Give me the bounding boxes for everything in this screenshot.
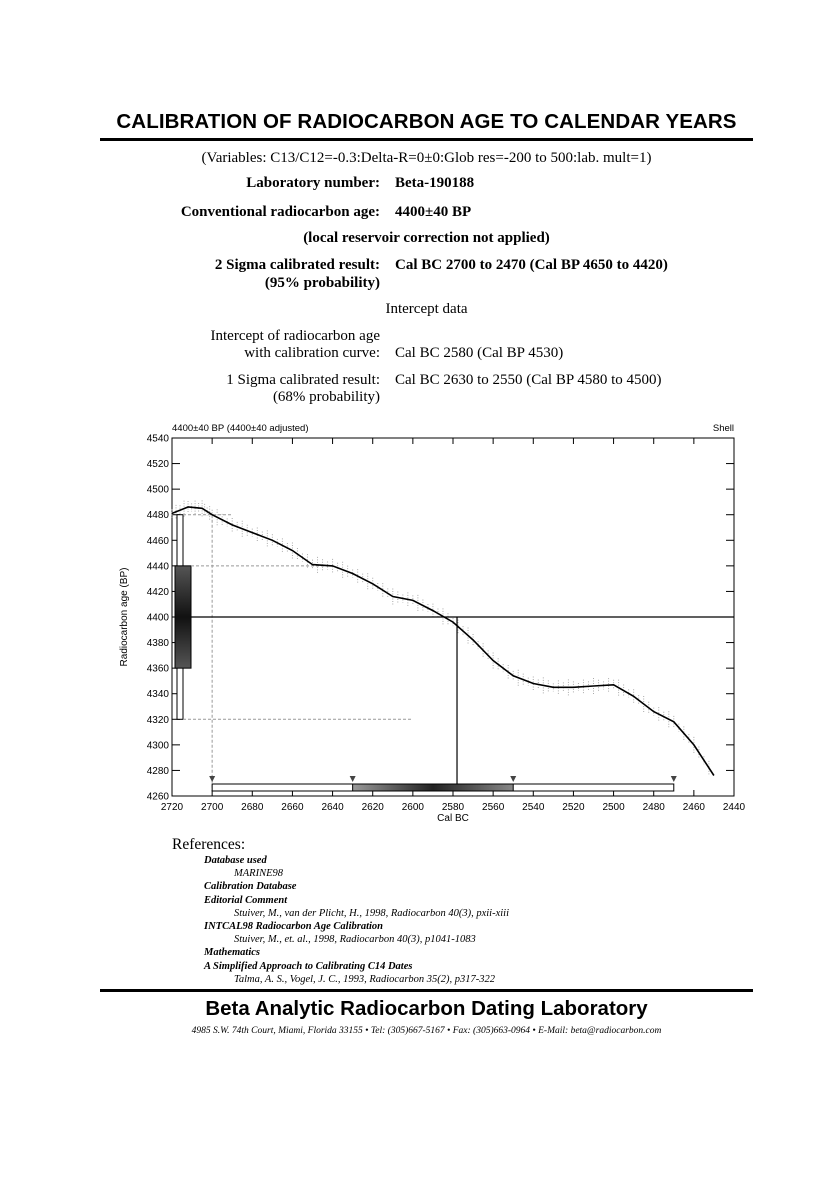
- y-tick-label: 4360: [146, 663, 169, 675]
- y-tick-label: 4380: [146, 638, 169, 650]
- one-sigma-value: Cal BC 2630 to 2550 (Cal BP 4580 to 4500): [395, 372, 662, 388]
- x-tick-label: 2500: [602, 802, 625, 813]
- lab-address: 4985 S.W. 74th Court, Miami, Florida 33155 • Tel: (305)667-5167 • Fax: (305)663-0964 • E-Mail: beta@radiocarbon.com: [191, 1026, 662, 1036]
- range-marker: [671, 776, 677, 782]
- y-tick-label: 4340: [146, 689, 169, 701]
- x-tick-label: 2680: [241, 802, 264, 813]
- reservoir-note: (local reservoir correction not applied): [303, 230, 550, 246]
- y-tick-label: 4320: [146, 714, 169, 726]
- y-axis-label: Radiocarbon age (BP): [119, 567, 130, 667]
- lab-number: Beta-190188: [395, 175, 475, 191]
- reference-heading: Calibration Database: [204, 881, 297, 893]
- variables-line: (Variables: C13/C12=-0.3:Delta-R=0±0:Glob res=-200 to 500:lab. mult=1): [201, 150, 652, 166]
- reference-citation: Talma, A. S., Vogel, J. C., 1993, Radiocarbon 35(2), p317-322: [234, 973, 496, 985]
- range-marker: [209, 776, 215, 782]
- x-tick-label: 2520: [562, 802, 585, 813]
- lab-number-label: Laboratory number:: [246, 175, 380, 191]
- chart-title-left: 4400±40 BP (4400±40 adjusted): [172, 423, 309, 434]
- intercept-value: Cal BC 2580 (Cal BP 4530): [395, 345, 564, 361]
- x-tick-label: 2660: [281, 802, 304, 813]
- range-marker: [510, 776, 516, 782]
- reference-heading: INTCAL98 Radiocarbon Age Calibration: [204, 921, 384, 932]
- y-tick-label: 4500: [146, 484, 169, 496]
- title-rule: [100, 138, 753, 141]
- y-tick-label: 4440: [146, 561, 169, 573]
- x-tick-label: 2700: [201, 802, 224, 813]
- reference-heading: A Simplified Approach to Calibrating C14 Dates: [204, 960, 413, 972]
- chart-title-right: Shell: [712, 423, 734, 434]
- range-marker: [350, 776, 356, 782]
- calibration-curve: [172, 507, 714, 776]
- reference-citation: Stuiver, M., van der Plicht, H., 1998, Radiocarbon 40(3), pxii-xiii: [234, 907, 509, 919]
- reference-citation: MARINE98: [234, 868, 283, 880]
- y-tick-label: 4480: [146, 510, 169, 522]
- x-tick-label: 2540: [522, 802, 545, 813]
- x-tick-label: 2460: [682, 802, 705, 813]
- reference-citation: Stuiver, M., et. al., 1998, Radiocarbon 40(3), p1041-1083: [234, 934, 476, 946]
- y-tick-label: 4260: [146, 791, 169, 803]
- x-tick-label: 2440: [722, 802, 746, 813]
- intercept-label-1: Intercept of radiocarbon age: [210, 328, 380, 344]
- x-tick-label: 2580: [441, 802, 465, 813]
- x-tick-label: 2720: [160, 802, 184, 813]
- y-tick-label: 4300: [146, 740, 169, 752]
- x-axis-label: Cal BC: [437, 813, 469, 824]
- one-sigma-age-bar: [175, 566, 191, 668]
- calibration-chart: [110, 418, 750, 838]
- conventional-age-label: Conventional radiocarbon age:: [180, 204, 380, 220]
- one-sigma-cal-bar: [353, 784, 514, 791]
- x-tick-label: 2640: [321, 802, 344, 813]
- x-tick-label: 2600: [401, 802, 424, 813]
- conventional-age: 4400±40 BP: [395, 204, 472, 220]
- x-tick-label: 2560: [482, 802, 505, 813]
- y-tick-label: 4540: [146, 433, 169, 445]
- y-tick-label: 4280: [146, 765, 169, 777]
- reference-heading: Mathematics: [204, 947, 261, 959]
- lab-name: Beta Analytic Radiocarbon Dating Laboratory: [205, 997, 648, 1020]
- intercept-label-2: with calibration curve:: [244, 345, 380, 361]
- y-tick-label: 4460: [146, 535, 169, 547]
- reference-heading: Editorial Comment: [204, 894, 288, 906]
- one-sigma-label: 1 Sigma calibrated result:: [226, 372, 380, 388]
- references-heading: References:: [172, 836, 246, 853]
- two-sigma-label: 2 Sigma calibrated result:: [214, 257, 380, 273]
- y-tick-label: 4400: [146, 612, 169, 624]
- x-tick-label: 2480: [642, 802, 665, 813]
- y-tick-label: 4520: [146, 459, 169, 471]
- intercept-heading: Intercept data: [385, 301, 468, 317]
- x-tick-label: 2620: [361, 802, 384, 813]
- two-sigma-value: Cal BC 2700 to 2470 (Cal BP 4650 to 4420): [395, 257, 668, 273]
- y-tick-label: 4420: [146, 586, 169, 598]
- report-title: CALIBRATION OF RADIOCARBON AGE TO CALENDAR YEARS: [116, 110, 737, 133]
- footer-rule: [100, 989, 753, 992]
- two-sigma-probability: (95% probability): [264, 275, 380, 291]
- one-sigma-probability: (68% probability): [272, 389, 380, 405]
- reference-heading: Database used: [204, 855, 267, 866]
